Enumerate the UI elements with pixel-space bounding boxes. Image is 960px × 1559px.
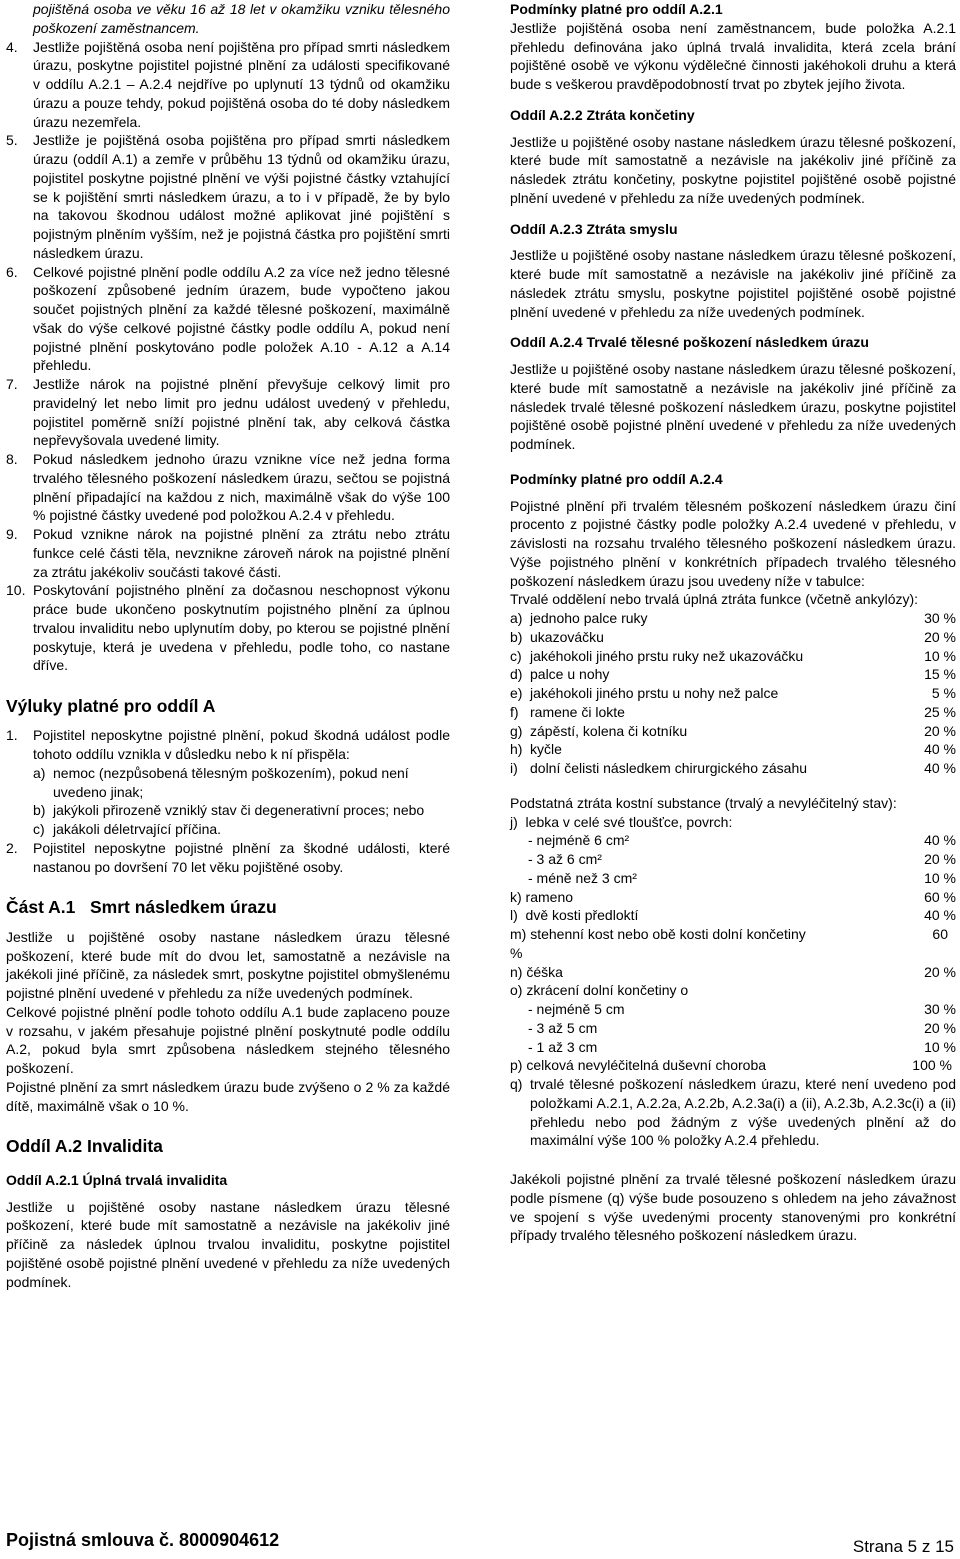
list-item: 9. Pokud vznikne nárok na pojistné plnění za ztrátu nebo ztrátu funkce celé části těla, nevznikne zároveň nárok na pojistné plnění za ztrátu jakékoliv součásti takové části.	[6, 526, 450, 580]
sub-item: a) nemoc (nezpůsobená tělesným poškozením), pokud není uvedeno jinak;	[33, 764, 409, 800]
row-percent: 40 %	[924, 832, 956, 849]
row-label: e) jakéhokoli jiného prstu u nohy než palce	[510, 685, 779, 701]
intro-text: pojištěná osoba ve věku 16 až 18 let v okamžiku vzniku tělesného poškození zaměstnancem.	[33, 1, 450, 36]
section-a2-heading: Oddíl A.2 Invalidita	[6, 1136, 163, 1157]
row-label: - 3 až 5 cm	[528, 1019, 598, 1036]
paragraph: Jestliže u pojištěné osoby nastane následkem úrazu tělesné poškození, které bude mít samostatně a nezávisle na jakékoliv jiné příčině za následek trvalé tělesné poškození následkem úrazu, poskytne pojistitel pojištěné osobě pojistné plnění uvedené v přehledu za níže uvedených podmínek.	[510, 361, 956, 452]
table-row	[510, 740, 956, 759]
row-label: d) palce u nohy	[510, 666, 610, 683]
table-row	[528, 869, 956, 888]
table-row: m) stehenní kost nebo obě kosti dolní končetiny 60	[510, 926, 948, 942]
part-a1-heading: Část A.1 Smrt následkem úrazu	[6, 897, 277, 918]
table-row	[510, 703, 956, 722]
row-percent: 20 %	[924, 628, 956, 645]
list-item: 6. Celkové pojistné plnění podle oddílu A.2 za více než jedno tělesné poškození způsobené jedním úrazem, bude vypočteno jakou součet pojistných plnění za každé tělesné poškození, maximálně však do výše celkové pojistné částky podle oddílu A, pokud není pojistné plnění poskytováno podle položek A.10 - A.12 a A.14 přehledu.	[6, 263, 450, 374]
row-label: - nejméně 5 cm	[528, 1001, 625, 1017]
row-label: g) zápěstí, kolena či kotníku	[510, 722, 688, 739]
table1-intro: Trvalé oddělení nebo trvalá úplná ztráta funkce (včetně ankylózy):	[510, 591, 919, 608]
row-label: - nejméně 6 cm²	[528, 832, 630, 849]
row-percent: 25 %	[924, 703, 956, 720]
section-a21-heading: Oddíl A.2.1 Úplná trvalá invalidita	[6, 1171, 228, 1188]
left-column	[6, 0, 450, 1291]
row-percent: 10 %	[924, 1038, 956, 1055]
paragraph: Jakékoli pojistné plnění za trvalé tělesné poškození následkem úrazu podle písmene (q) výše bude posouzeno s ohledem na jeho závažnost ve spojení s výše uvedenými procenty stanovenými pro konkrétní případy trvalého tělesného poškození následkem úrazu.	[510, 1171, 956, 1244]
table-row	[510, 647, 956, 666]
exclusions-heading: Výluky platné pro oddíl A	[6, 696, 216, 716]
table-row	[510, 609, 956, 628]
row-label: i) dolní čelisti následkem chirurgického zásahu	[510, 760, 808, 776]
table-row	[510, 628, 956, 647]
paragraph: Jestliže u pojištěné osoby nastane následkem úrazu tělesné poškození, které bude mít do dvou let, samostatně a nezávisle na jakékoli jiné příčině, za následek smrt, poskytne pojistitel obmyšlenému pojistné plnění uvedené v přehledu za níže uvedených podmínek.	[6, 928, 450, 1002]
conditions-a21-heading: Podmínky platné pro oddíl A.2.1	[510, 1, 723, 17]
row-percent: 10 %	[924, 869, 956, 886]
section-a223-heading: Oddíl A.2.3 Ztráta smyslu	[510, 220, 678, 237]
paragraph: Celkové pojistné plnění podle tohoto oddílu A.1 bude zaplaceno pouze v rozsahu, v jakém přesahuje pojistné plnění poskytnuté podle oddílu A.2, pokud byla smrt způsobena následkem stejného tělesného poškození.	[6, 1003, 450, 1077]
list-item: 5. Jestliže je pojištěná osoba pojištěna pro případ smrti následkem úrazu (oddíl A.1) a zemře v průběhu 13 týdnů od okamžiku úrazu, pojistitel poskytne pojistné plnění ve výši pojistné částky vztahující se k pojištění smrti následkem úrazu, a to i v případě, že by bylo na takovou škodnou událost možné aplikovat jiné pojištění s pojistným plněním vyšším, než je pojistná částka pro pojištění smrti následkem úrazu.	[6, 132, 450, 261]
paragraph: Jestliže u pojištěné osoby nastane následkem úrazu tělesné poškození, které bude mít samostatně a nezávisle na jakékoliv jiné příčině za následek ztrátu končetiny, poskytne pojistitel pojištěné osobě pojistné plnění uvedené v přehledu za níže uvedených podmínek.	[510, 133, 956, 206]
row-label: h) kyčle	[510, 741, 562, 758]
table-row-overflow: %	[510, 944, 523, 961]
list-item: 8. Pokud následkem jednoho úrazu vznikne více než jedna forma trvalého tělesného poškození následkem úrazu, sečtou se pojistná plnění připadající na každou z nich, maximálně však do výše 100 % pojistné částky uvedené pod položkou A.2.4 v přehledu.	[6, 451, 450, 524]
right-column	[510, 0, 956, 1245]
paragraph: Jestliže u pojištěné osoby nastane následkem úrazu tělesné poškození, které bude mít samostatně a nezávisle na jakékoliv jiné příčině za následek úplnou trvalou invaliditu, poskytne pojistitel pojištěné osobě pojistné plnění uvedené v přehledu za níže uvedených podmínek.	[6, 1198, 450, 1290]
table-row: n) čéška 20 %	[510, 963, 956, 980]
section-a224-heading: Oddíl A.2.4 Trvalé tělesné poškození následkem úrazu	[510, 334, 869, 351]
table-row: p) celková nevyléčitelná duševní choroba 100 %	[510, 1057, 952, 1074]
table-row	[528, 1019, 956, 1038]
row-percent: 20 %	[924, 851, 956, 867]
row-percent: 20 %	[924, 722, 956, 739]
row-label: b) ukazováčku	[510, 628, 604, 645]
paragraph: Jestliže pojištěná osoba není zaměstnancem, bude položka A.2.1 přehledu definována jako úplná trvalá invalidita, která zcela brání pojištěné osobě ve výkonu výdělečné činnosti jakéhokoli druhu a která bude s veškerou pravděpodobností trvat po zbytek jejího života.	[510, 19, 956, 92]
table2-intro: Podstatná ztráta kostní substance (trvalý a nevyléčitelný stav):	[510, 794, 897, 811]
section-a222-heading: Oddíl A.2.2 Ztráta končetiny	[510, 106, 695, 123]
row-percent: 30 %	[924, 1001, 956, 1017]
table-row	[510, 759, 956, 778]
table-row	[528, 850, 956, 869]
sub-table	[510, 1000, 956, 1056]
paragraph: Pojistné plnění při trvalém tělesném poškození následkem úrazu činí procento z pojistné částky podle položky A.2.4 uvedené v přehledu, v závislosti na rozsahu trvalého tělesného poškození následkem úrazu. Výše pojistného plnění v konkrétních případech trvalého tělesného poškození následkem úrazu jsou uvedeny níže v tabulce:	[510, 497, 956, 589]
row-percent: 10 %	[924, 647, 956, 664]
table-row-label: o) zkrácení dolní končetiny o	[510, 982, 689, 999]
row-label: - 3 až 6 cm²	[528, 851, 602, 867]
row-percent: 5 %	[931, 685, 956, 701]
table-row	[528, 1038, 956, 1057]
table-row	[528, 831, 956, 850]
sub-item: c) jakákoli déletrvající příčina.	[33, 821, 222, 838]
sub-item: b) jakýkoli přirozeně vzniklý stav či degenerativní proces; nebo	[33, 802, 425, 819]
table-row: k) rameno 60 %	[510, 888, 956, 905]
list-item: 7. Jestliže nárok na pojistné plnění převyšuje celkový limit pro pravidelný let nebo limit pro jednu událost uvedený v přehledu, pojistitel poměrně sníží pojistné plnění tak, aby celková částka nepřevyšovala uvedené limity.	[6, 376, 450, 449]
table-row-label: j) lebka v celé své tloušťce, povrch:	[510, 813, 733, 830]
row-label: - méně než 3 cm²	[528, 869, 637, 886]
table-row	[510, 722, 956, 741]
table-row	[510, 665, 956, 684]
conditions-a224-heading: Podmínky platné pro oddíl A.2.4	[510, 470, 723, 487]
row-label: a) jednoho palce ruky	[510, 610, 648, 626]
paragraph: Pojistné plnění za smrt následkem úrazu bude zvýšeno o 2 % za každé dítě, maximálně však o 10 %.	[6, 1078, 450, 1114]
table-row	[528, 1000, 956, 1019]
row-label: c) jakéhokoli jiného prstu ruky než ukazováčku	[510, 647, 804, 664]
list-item: 1. Pojistitel neposkytne pojistné plnění, pokud škodná událost podle tohoto oddílu vznikla v důsledku nebo k ní přispěla:	[6, 727, 450, 763]
row-percent: 30 %	[924, 610, 956, 626]
benefit-table	[510, 609, 956, 778]
table-row: l) dvě kosti předloktí 40 %	[510, 907, 956, 924]
sub-table	[510, 831, 956, 887]
row-label: - 1 až 3 cm	[528, 1038, 598, 1055]
row-label: f) ramene či lokte	[510, 703, 625, 720]
table-row: q) trvalé tělesné poškození následkem úrazu, které není uvedeno pod položkami A.2.1, A.2.2a, A.2.2b, A.2.3a(i) a (ii), A.2.3b, A.2.3c(i) a (ii) přehledu nebo pod žádným z výše uvedených plnění až do maximální výše 100 % položky A.2.4 přehledu.	[510, 1076, 956, 1149]
row-percent: 40 %	[924, 760, 956, 776]
row-percent: 15 %	[924, 666, 956, 683]
list-item: 2. Pojistitel neposkytne pojistné plnění za škodné události, které nastanou po dovršení 70 let věku pojištěné osoby.	[6, 839, 450, 875]
list-item: 10. Poskytování pojistného plnění za dočasnou neschopnost výkonu práce bude ukončeno poskytnutím pojistného plnění za úplnou trvalou invaliditu nebo uplynutím doby, po kterou se pojistné plnění poskytuje, která je uvedena v přehledu, podle toho, co nastane dříve.	[6, 582, 450, 674]
row-percent: 40 %	[924, 741, 956, 758]
row-percent: 20 %	[924, 1019, 956, 1036]
contract-number: Pojistná smlouva č. 8000904612	[6, 1530, 280, 1550]
paragraph: Jestliže u pojištěné osoby nastane následkem úrazu tělesné poškození, které bude mít samostatně a nezávisle na jakékoliv jiné příčině za následek ztrátu smyslu, poskytne pojistitel pojištěné osobě pojistné plnění uvedené v přehledu za níže uvedených podmínek.	[510, 247, 956, 320]
page-number: Strana 5 z 15	[852, 1537, 954, 1556]
list-item: 4. Jestliže pojištěná osoba není pojištěna pro případ smrti následkem úrazu, poskytne pojistitel pojistné plnění za události specifikované v oddílu A.2.1 – A.2.4 nejdříve po uplynutí 13 týdnů od okamžiku úrazu a pouze tehdy, pokud pojištěná osoba do té doby následkem úrazu nezemřela.	[6, 38, 450, 130]
table-row	[510, 684, 956, 703]
